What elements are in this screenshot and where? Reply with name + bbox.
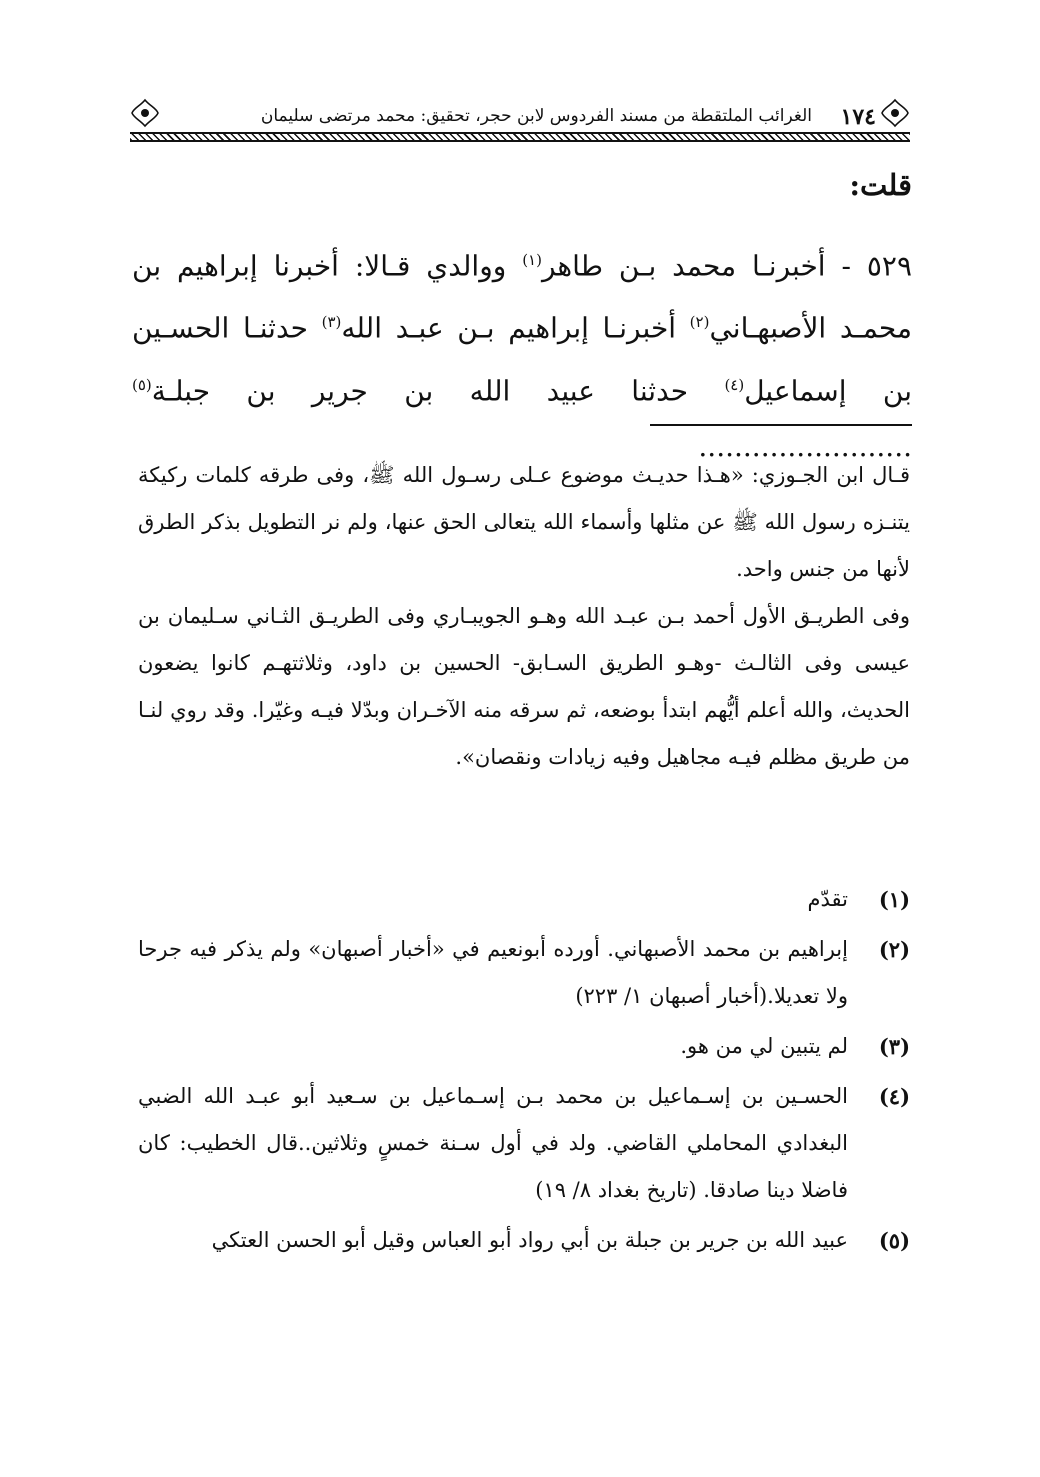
footnote-item (138, 1023, 910, 1070)
footnote-separator (650, 424, 912, 426)
footnote-text: تقدّم (807, 887, 848, 911)
running-title: الغرائب الملتقطة من مسند الفردوس لابن حجر، تحقيق: محمد مرتضى سليمان (260, 106, 812, 126)
footnote-ref: (٤) (724, 375, 745, 394)
hadith-text (132, 232, 912, 475)
footnote-item (138, 876, 910, 923)
footnote-text: الحسـين بن إسـماعيل بن محمد بـن إسـماعيل بن سـعيد أبو عبـد الله الضبي البغدادي المحاملي القاضي. ولد في أول سـنة خمسٍ وثلاثين..قال الخطيب: كان فاضلا دينا صادقا. (تاريخ بغداد ٨/ ١٩) (138, 1084, 848, 1202)
footnote-number: (٥) (878, 1228, 910, 1253)
footnote-item (138, 1217, 910, 1264)
continuation-dots: ........................ (698, 429, 912, 463)
footnote-text: لم يتبين لي من هو. (680, 1034, 848, 1058)
hadith-segment: ووالدي قـالا: أخبرنا إبراهيم بن محمـد الأصبهـاني (132, 249, 912, 345)
hadith-segment: أخبرنـا إبراهيم بـن عبـد الله (341, 311, 690, 345)
ornament-icon (130, 98, 160, 128)
hadith-segment: حدثنا عبيد الله بن جرير بن جبلـة (151, 373, 725, 407)
footnote-item (138, 926, 910, 1020)
page-number: ١٧٤ (840, 104, 876, 130)
running-header (130, 92, 910, 142)
commentary (138, 452, 910, 781)
ornament-icon (880, 98, 910, 128)
footnote-ref: (٣) (321, 313, 342, 332)
commentary-paragraph: قـال ابن الجـوزي: «هـذا حديـث موضوع عـلى رسـول الله ﷺ، وفى طرقه كلمات ركيكة يتنـزه رسول الله ﷺ عن مثلها وأسماء الله يتعالى الحق عنها، ولم نر التطويل بذكر الطرق لأنها من جنس واحد. (138, 463, 910, 581)
header-border-band (130, 132, 910, 142)
footnote-number: (٤) (878, 1084, 910, 1109)
footnote-ref: (٢) (689, 313, 710, 332)
footnote-ref: (٥) (132, 375, 152, 394)
footnote-number: (٣) (878, 1034, 910, 1059)
hadith-segment: ٥٢٩ - أخبرنـا محمد بـن طاهر (541, 249, 912, 283)
footnote-item (138, 1073, 910, 1214)
footnote-number: (٢) (878, 937, 910, 962)
footnote-text: إبراهيم بن محمد الأصبهاني. أورده أبونعيم في «أخبار أصبهان» ولم يذكر فيه جرحا ولا تعديلا.(أخبار أصبهان ١/ ٢٢٣) (138, 937, 848, 1008)
footnote-number: (١) (878, 887, 910, 912)
section-label: قلت: (849, 168, 912, 202)
footnote-ref: (١) (522, 251, 542, 269)
footnote-text: عبيد الله بن جرير بن جبلة بن أبي رواد أبو العباس وقيل أبو الحسن العتكي (211, 1228, 848, 1252)
commentary-paragraph: وفى الطريـق الأول أحمد بـن عبـد الله وهـو الجويبـاري وفى الطريـق الثـاني سـليمان بن عيسى وفى الثالـث -وهـو الطريق السـابق- الحسين بن داود، وثلاثتهـم كانوا يضعون الحديث، والله أعلم أيُّهم ابتدأ بوضعه، ثم سرقه منه الآخـران وبدّلا فيـه وغيّرا. وقد روي لنـا من طريق مظلم فيـه مجاهيل وفيه زيادات ونقصان». (138, 604, 910, 769)
footnotes (138, 876, 910, 1267)
hadith-segment: حدثنـا الحسـين بن إسماعيل (132, 311, 913, 407)
